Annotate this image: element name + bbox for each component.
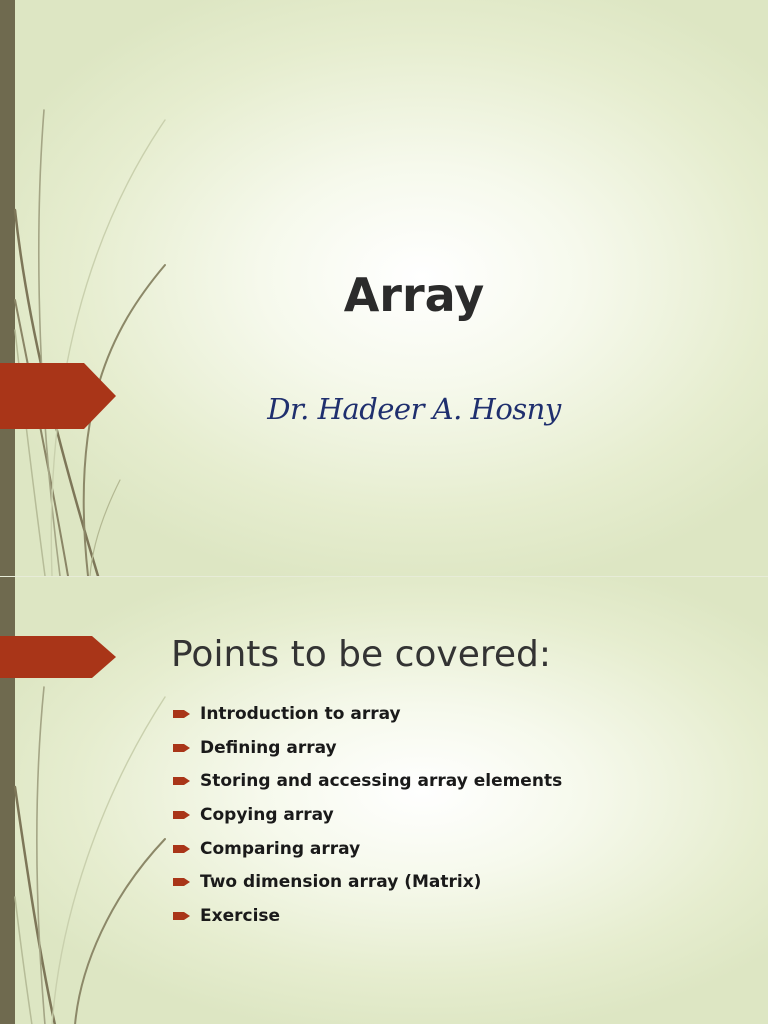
list-item [172,865,562,899]
side-bar [0,577,15,1024]
list-item-text: Defining array [200,737,337,758]
arrow-bullet-icon [172,843,192,855]
list-item-text: Introduction to array [200,703,401,724]
side-bar [0,0,15,576]
list-item-text: Copying array [200,804,334,825]
author-name: Dr. Hadeer A. Hosny [267,392,561,426]
outline-slide [0,576,768,1024]
pentagon-marker-icon [0,363,116,429]
list-item [172,697,562,731]
bullet-list [172,697,562,933]
list-item-text: Two dimension array (Matrix) [200,872,482,893]
list-item-text: Exercise [200,905,281,926]
arrow-bullet-icon [172,809,192,821]
list-item-text: Storing and accessing array elements [200,771,563,792]
outline-heading: Points to be covered: [171,634,552,675]
list-item-text: Comparing array [200,838,361,859]
arrow-bullet-icon [172,708,192,720]
list-item [172,832,562,866]
list-item [172,764,562,798]
grass-decoration-icon [0,577,200,1024]
list-item [172,731,562,765]
arrow-bullet-icon [172,910,192,922]
slide-title: Array [343,268,485,322]
arrow-bullet-icon [172,775,192,787]
arrow-bullet-icon [172,876,192,888]
pentagon-marker-icon [0,636,116,678]
arrow-bullet-icon [172,742,192,754]
list-item [172,899,562,933]
list-item [172,798,562,832]
